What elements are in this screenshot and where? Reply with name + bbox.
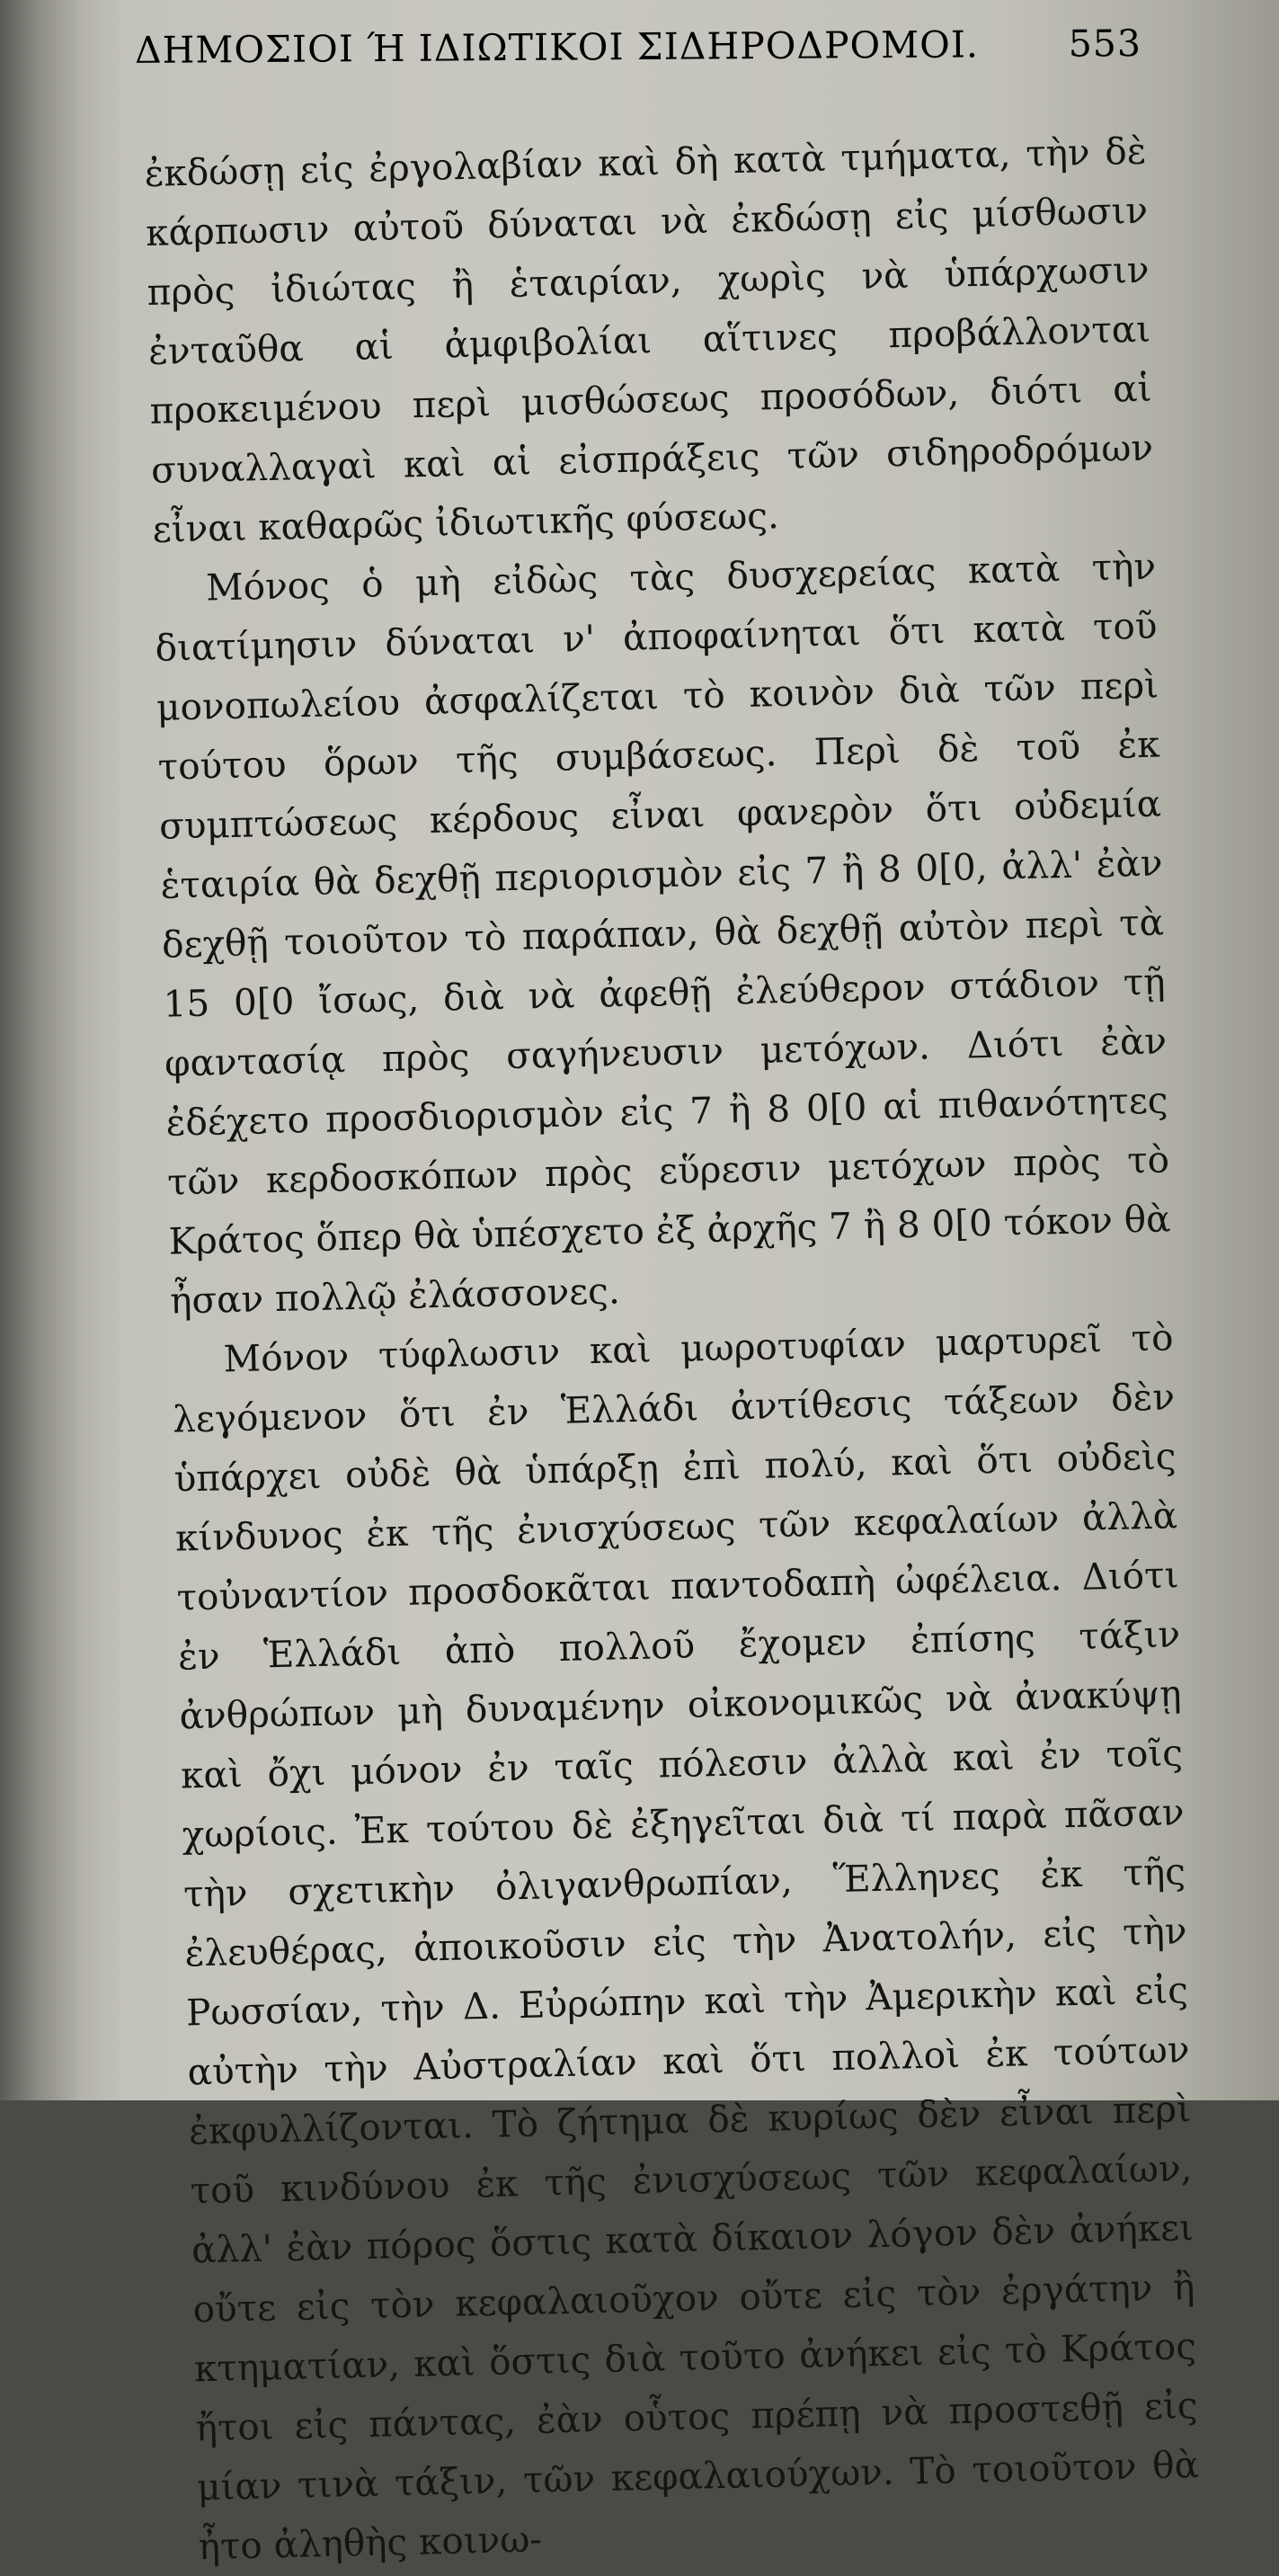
paragraph-1: ἐκδώσῃ εἰς ἐργολαβίαν καὶ δὴ κατὰ τμήματα, τὴν δὲ κάρπωσιν αὐτοῦ δύναται νὰ ἐκδώσῃ εἰς μίσθωσιν πρὸς ἰδιώτας ἢ ἑταιρίαν, χωρὶς νὰ ὑπάρχωσιν ἐνταῦθα αἱ ἀμφιβολίαι αἵτινες προβάλλονται προκειμένου περὶ μισθώσεως προσόδων, διότι αἱ συναλλαγαὶ καὶ αἱ εἰσπράξεις τῶν σιδηροδρόμων εἶναι καθαρῶς ἰδιωτικῆς φύσεως. [144, 129, 1154, 551]
body-text [144, 121, 1201, 2576]
page [135, 54, 1200, 2569]
paragraph-2: Μόνος ὁ μὴ εἰδὼς τὰς δυσχερείας κατὰ τὴν διατίμησιν δύναται ν' ἀποφαίνηται ὅτι κατὰ τοῦ μονοπωλείου ἀσφαλίζεται τὸ κοινὸν διὰ τῶν περὶ τούτου ὅρων τῆς συμβάσεως. Περὶ δὲ τοῦ ἐκ συμπτώσεως κέρδους εἶναι φανερὸν ὅτι οὐδεμία ἑταιρία θὰ δεχθῇ περιορισμὸν εἰς 7 ἢ 8 0[0, ἀλλ' ἐὰν δεχθῇ τοιοῦτον τὸ παράπαν, θὰ δεχθῇ αὐτὸν περὶ τὰ 15 0[0 ἴσως, διὰ νὰ ἀφεθῇ ἐλεύθερον στάδιον τῇ φαντασίᾳ πρὸς σαγήνευσιν μετόχων. Διότι ἐὰν ἐδέχετο προσδιορισμὸν εἰς 7 ἢ 8 0[0 αἱ πιθανότητες τῶν κερδοσκόπων πρὸς εὕρεσιν μετόχων πρὸς τὸ Κράτος ὅπερ θὰ ὑπέσχετο ἐξ ἀρχῆς 7 ἢ 8 0[0 τόκον θὰ ἦσαν πολλῷ ἐλάσσονες. [155, 544, 1171, 1323]
page-number: 553 [1068, 22, 1142, 66]
paragraph-3: Μόνον τύφλωσιν καὶ μωροτυφίαν μαρτυρεῖ τὸ λεγόμενον ὅτι ἐν Ἑλλάδι ἀντίθεσις τάξεων δὲν ὑπάρχει οὐδὲ θὰ ὑπάρξῃ ἐπὶ πολύ, καὶ ὅτι οὐδεὶς κίνδυνος ἐκ τῆς ἐνισχύσεως τῶν κεφαλαίων ἀλλὰ τοὐναντίον προσδοκᾶται παντοδαπὴ ὠφέλεια. Διότι ἐν Ἑλλάδι ἀπὸ πολλοῦ ἔχομεν ἐπίσης τάξιν ἀνθρώπων μὴ δυναμένην οἰκονομικῶς νὰ ἀνακύψῃ καὶ ὄχι μόνον ἐν ταῖς πόλεσιν ἀλλὰ καὶ ἐν τοῖς χωρίοις. Ἐκ τούτου δὲ ἐξηγεῖται διὰ τί παρὰ πᾶσαν τὴν σχετικὴν ὀλιγανθρωπίαν, Ἕλληνες ἐκ τῆς ἐλευθέρας, ἀποικοῦσιν εἰς τὴν Ἀνατολήν, εἰς τὴν Ρωσσίαν, τὴν Δ. Εὐρώπην καὶ τὴν Ἀμερικὴν καὶ εἰς αὐτὴν τὴν Αὐστραλίαν καὶ ὅτι πολλοὶ ἐκ τούτων ἐκφυλλίζονται. Τὸ ζήτημα δὲ κυρίως δὲν εἶναι περὶ τοῦ κινδύνου ἐκ τῆς ἐνισχύσεως τῶν κεφαλαίων, ἀλλ' ἐὰν πόρος ὅστις κατὰ δίκαιον λόγον δὲν ἀνήκει οὔτε εἰς τὸν κεφαλαιοῦχον οὔτε εἰς τὸν ἐργάτην ἢ κτηματίαν, καὶ ὅστις διὰ τοῦτο ἀνήκει εἰς τὸ Κράτος ἤτοι εἰς πάντας, ἐὰν οὗτος πρέπῃ νὰ προστεθῇ εἰς μίαν τινὰ τάξιν, τῶν κεφαλαιούχων. Τὸ τοιοῦτον θὰ ἦτο ἀληθὴς κοινω- [172, 1315, 1200, 2569]
running-title: ΔΗΜΟΣΙΟΙ Ή ΙΔΙΩΤΙΚΟΙ ΣΙΔΗΡΟΔΡΟΜΟΙ. [134, 22, 980, 72]
